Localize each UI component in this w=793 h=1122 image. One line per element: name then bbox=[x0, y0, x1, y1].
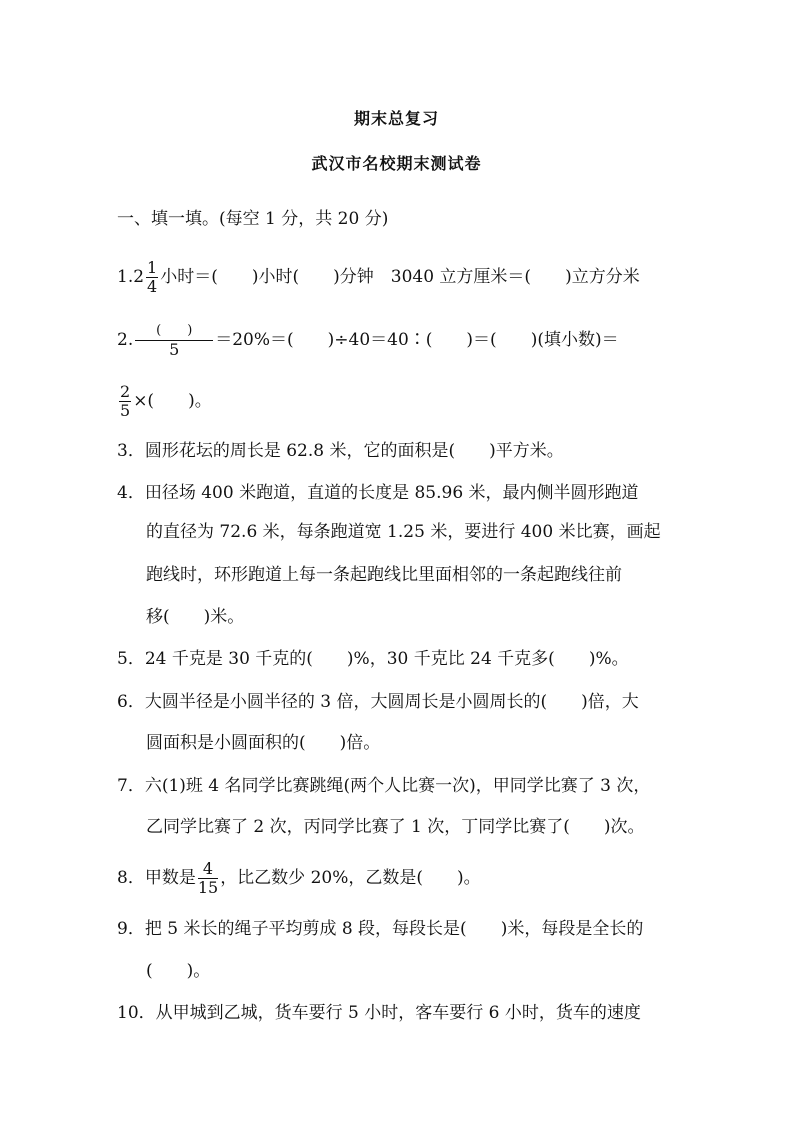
question-6-line-1: 6．大圆半径是小圆半径的 3 倍，大圆周长是小圆周长的( )倍，大 bbox=[117, 692, 639, 712]
q1-text: 小时＝( )小时( )分钟 3040 立方厘米＝( )立方分米 bbox=[160, 267, 640, 287]
q2-fraction-denominator: 5 bbox=[169, 340, 180, 359]
q2-cont-fraction-numerator: 2 bbox=[120, 382, 131, 401]
question-2-continued bbox=[117, 383, 677, 420]
q2-cont-fraction bbox=[119, 383, 131, 420]
question-1 bbox=[117, 259, 677, 296]
question-8 bbox=[117, 860, 677, 897]
q2-fraction-numerator: ( ) bbox=[135, 322, 213, 341]
question-6-line-2: 圆面积是小圆面积的( )倍。 bbox=[146, 733, 381, 753]
q1-fraction-denominator: 4 bbox=[147, 277, 158, 296]
q8-fraction-numerator: 4 bbox=[198, 860, 218, 879]
question-3: 3．圆形花坛的周长是 62.8 米，它的面积是( )平方米。 bbox=[117, 441, 564, 461]
question-4-line-4: 移( )米。 bbox=[146, 607, 245, 627]
q2-cont-text: ×( )。 bbox=[133, 391, 212, 411]
q2-prefix: 2. bbox=[117, 330, 134, 350]
question-4-line-1: 4．田径场 400 米跑道，直道的长度是 85.96 米，最内侧半圆形跑道 bbox=[117, 483, 639, 503]
q1-fraction-numerator: 1 bbox=[147, 258, 158, 277]
question-7-line-1: 7．六(1)班 4 名同学比赛跳绳(两个人比赛一次)，甲同学比赛了 3 次， bbox=[117, 776, 651, 796]
question-4-line-3: 跑线时，环形跑道上每一条起跑线比里面相邻的一条起跑线往前 bbox=[146, 565, 622, 585]
q8-prefix: 8．甲数是 bbox=[117, 868, 196, 888]
question-7-line-2: 乙同学比赛了 2 次，丙同学比赛了 1 次，丁同学比赛了( )次。 bbox=[146, 817, 645, 837]
page-subtitle: 武汉市名校期末测试卷 bbox=[311, 154, 482, 173]
q8-fraction bbox=[198, 860, 218, 897]
question-5: 5．24 千克是 30 千克的( )%，30 千克比 24 千克多( )%。 bbox=[117, 649, 629, 669]
question-2 bbox=[117, 322, 677, 359]
q2-cont-fraction-denominator: 5 bbox=[120, 401, 131, 420]
q8-text: ，比乙数少 20%，乙数是( )。 bbox=[220, 868, 481, 888]
q8-fraction-denominator: 15 bbox=[197, 878, 219, 897]
q2-text: ＝20%＝( )÷40＝40∶( )＝( )(填小数)＝ bbox=[215, 330, 619, 350]
q2-fraction bbox=[135, 322, 213, 359]
question-9-line-1: 9．把 5 米长的绳子平均剪成 8 段，每段长是( )米，每段是全长的 bbox=[117, 919, 644, 939]
q1-fraction bbox=[146, 259, 158, 296]
question-9-line-2: ( )。 bbox=[146, 961, 211, 981]
section-heading: 一、填一填。(每空 1 分，共 20 分) bbox=[117, 209, 389, 229]
question-10-line-1: 10．从甲城到乙城，货车要行 5 小时，客车要行 6 小时，货车的速度 bbox=[117, 1003, 641, 1023]
question-4-line-2: 的直径为 72.6 米，每条跑道宽 1.25 米，要进行 400 米比赛，画起 bbox=[146, 522, 661, 542]
page-title: 期末总复习 bbox=[353, 109, 439, 128]
q1-prefix: 1.2 bbox=[117, 267, 145, 287]
